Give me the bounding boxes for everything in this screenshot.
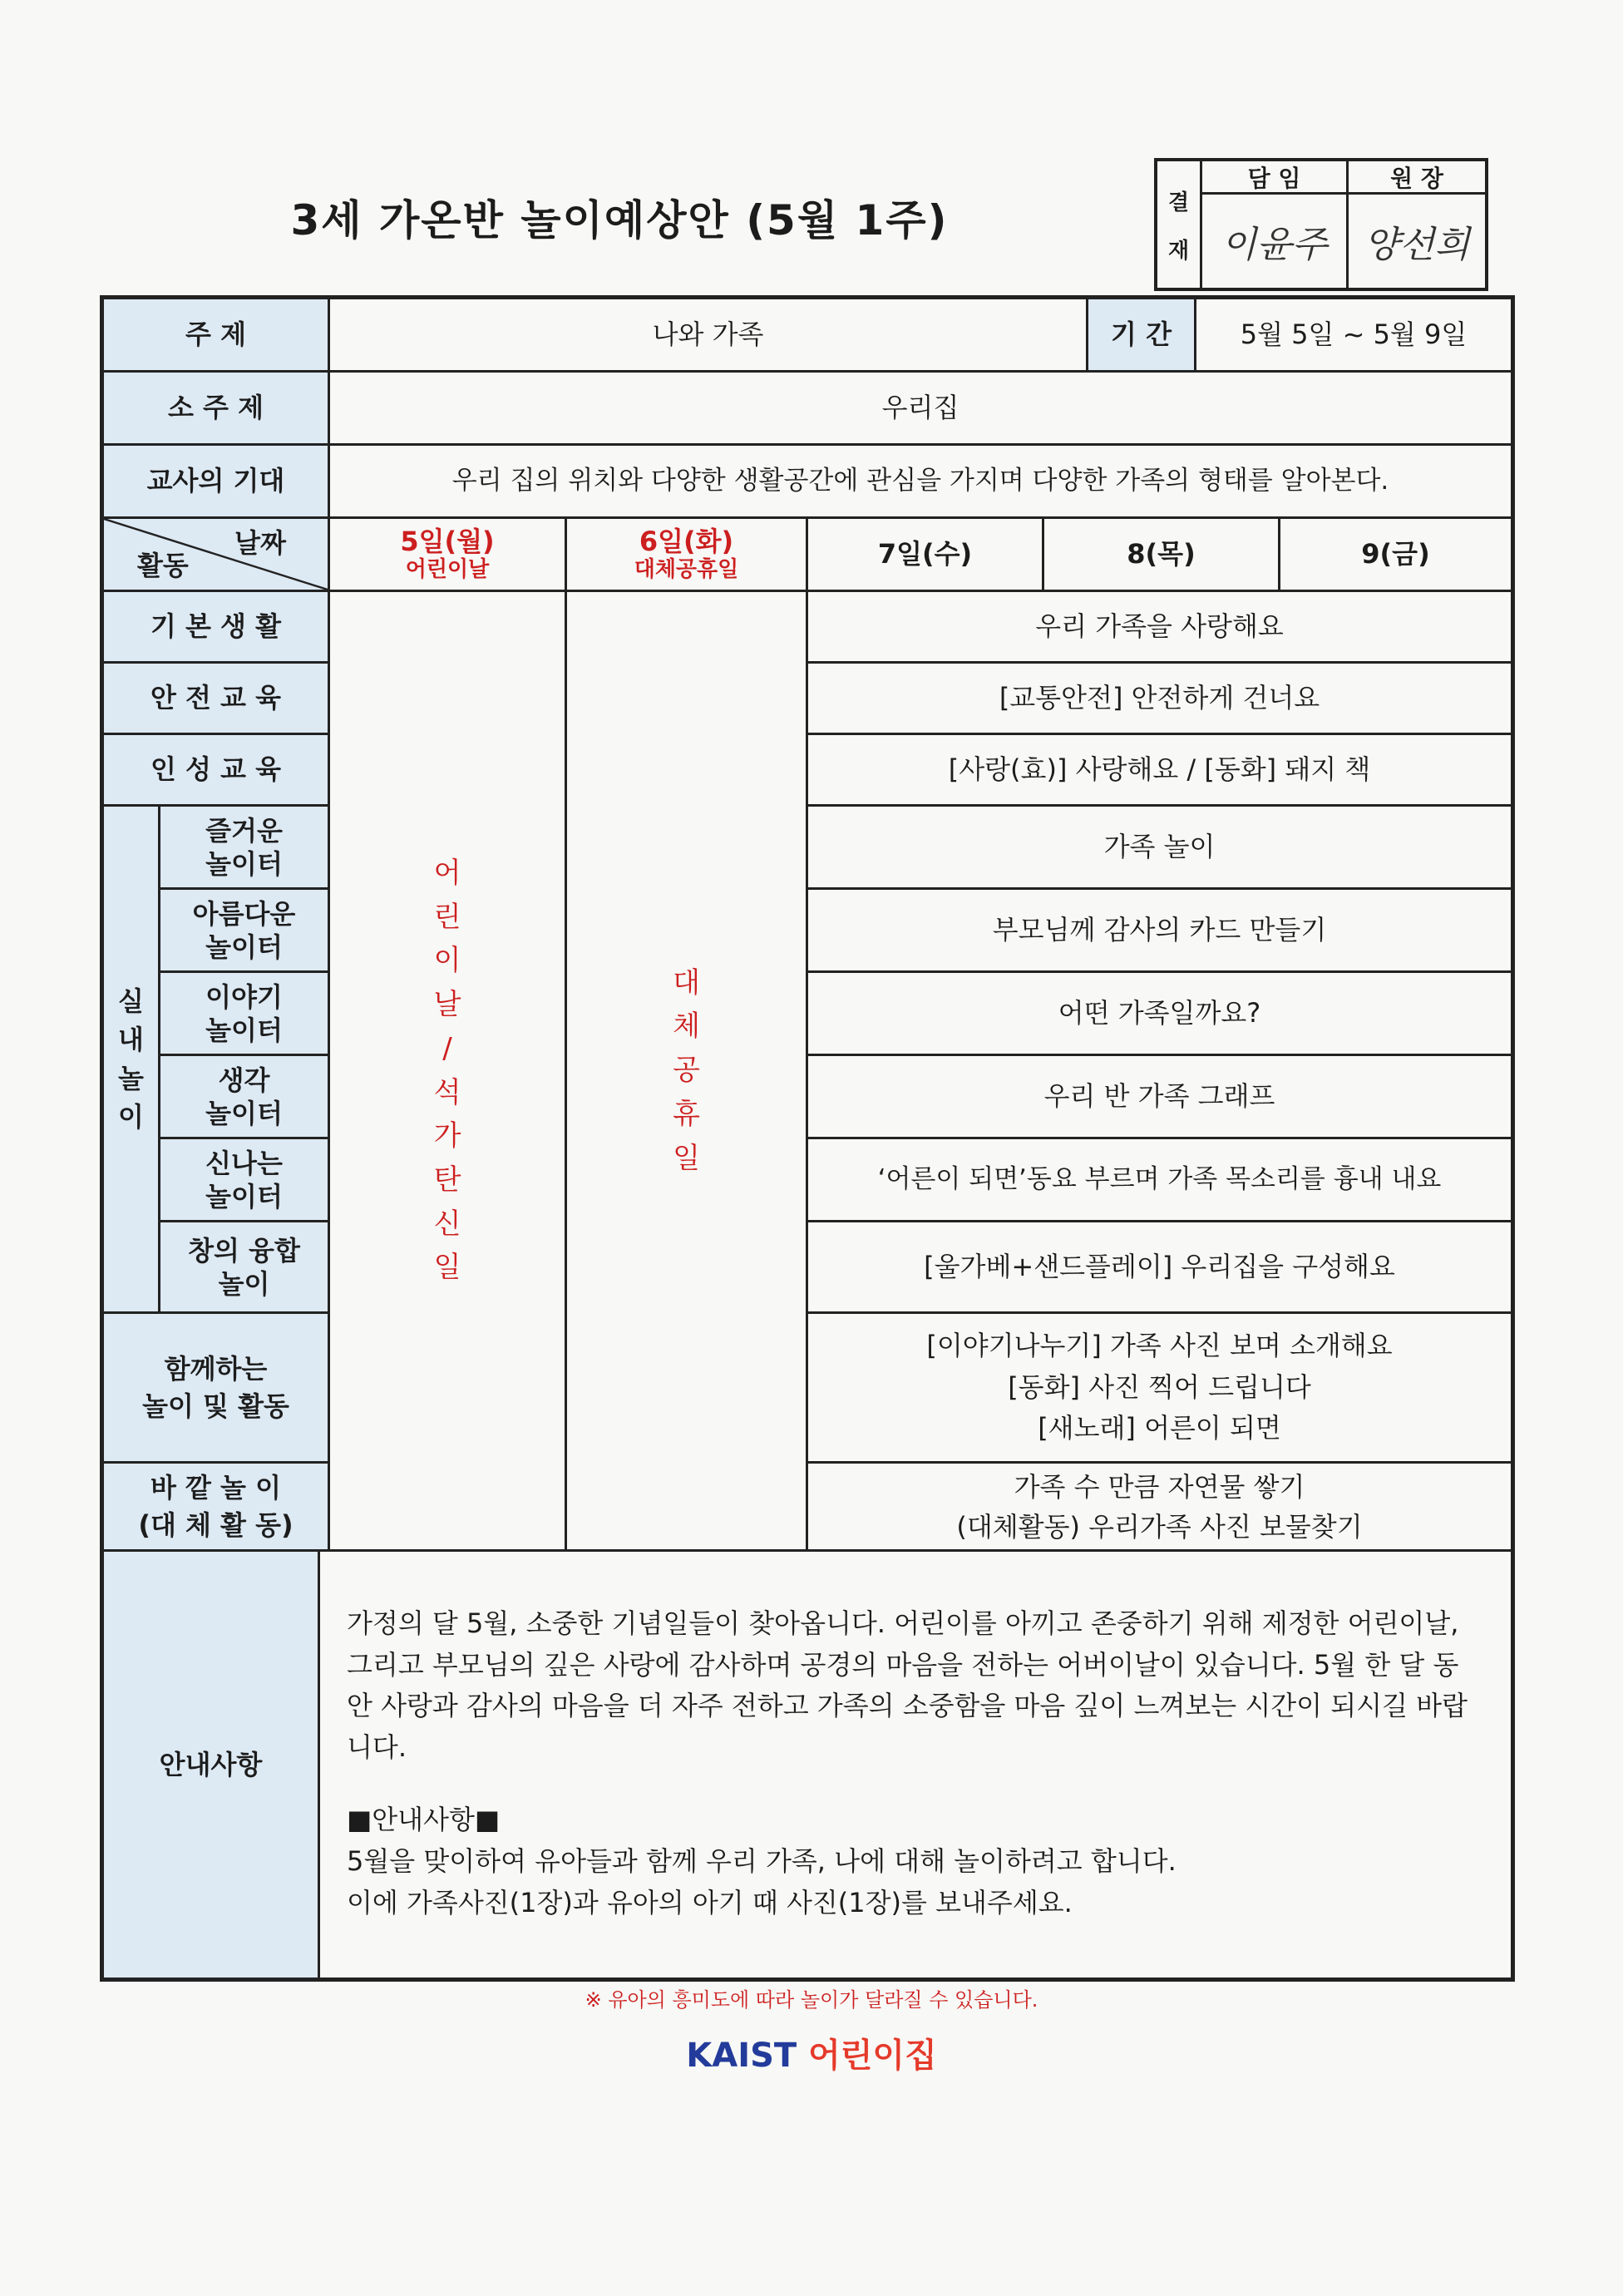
indoor-5-l1: 신나는 (205, 1147, 283, 1179)
notice-content (320, 1552, 1511, 1978)
mon-h-7: 가 (433, 1119, 461, 1153)
together-l2: 놀이 및 활동 (142, 1390, 289, 1422)
together-l1: 함께하는 (164, 1352, 268, 1385)
day-mon (330, 519, 567, 592)
period-label: 기 간 (1088, 299, 1196, 373)
outdoor-item-1: 가족 수 만큼 자연물 쌓기 (1014, 1470, 1305, 1503)
expectation-label: 교사의 기대 (104, 446, 330, 519)
indoor-label-row-3 (160, 973, 330, 1056)
indoor-1-l1: 즐거운 (205, 814, 283, 847)
plan-table (100, 295, 1515, 1982)
indoor-label-row-6 (160, 1222, 330, 1314)
basic-label: 기 본 생 활 (104, 592, 330, 664)
period-value: 5월 5일 ~ 5월 9일 (1196, 299, 1511, 373)
day-mon-note: 어린이날 (405, 557, 490, 583)
indoor-1-l2: 놀이터 (205, 847, 283, 880)
tue-holiday-cell (567, 592, 808, 1552)
notice-heading: ■안내사항■ (347, 1804, 501, 1836)
together-value (808, 1314, 1511, 1464)
mon-h-10: 일 (433, 1251, 461, 1285)
indoor-label-4: 이 (118, 1100, 144, 1133)
indoor-label-row-5 (160, 1139, 330, 1222)
indoor-label-row-2 (160, 890, 330, 973)
outdoor-label (104, 1464, 330, 1552)
notice-label: 안내사항 (104, 1552, 320, 1978)
mon-h-1: 어 (433, 857, 461, 891)
indoor-label-1: 실 (118, 985, 144, 1017)
logo-ko: 어린이집 (808, 2037, 937, 2075)
approval-label-1: 결 (1167, 190, 1190, 215)
indoor-4-l1: 생각 (218, 1064, 270, 1096)
day-tue (567, 519, 808, 592)
mon-h-5: / (442, 1031, 452, 1065)
safety-value: [교통안전] 안전하게 건너요 (808, 664, 1511, 735)
notice-line-2: 이에 가족사진(1장)과 유아의 아기 때 사진(1장)를 보내주세요. (347, 1886, 1073, 1918)
approval-label-2: 재 (1167, 238, 1190, 264)
page-title: 3세 가온반 놀이예상안 (5월 1주) (290, 196, 949, 244)
mon-h-3: 이 (433, 944, 461, 978)
mon-h-9: 신 (433, 1207, 461, 1241)
indoor-6-l1: 창의 융합 (188, 1234, 300, 1267)
indoor-value-6: [울가베+샌드플레이] 우리집을 구성해요 (808, 1222, 1511, 1314)
indoor-3-l2: 놀이터 (205, 1014, 283, 1046)
indoor-label-2: 내 (118, 1024, 144, 1056)
outdoor-item-2: (대체활동) 우리가족 사진 보물찾기 (956, 1510, 1363, 1543)
kaist-logo (0, 2029, 1623, 2076)
indoor-4-l2: 놀이터 (205, 1097, 283, 1129)
director-signature: 양선희 (1364, 224, 1470, 266)
teacher-signature: 이윤주 (1202, 195, 1349, 288)
indoor-value-4: 우리 반 가족 그래프 (808, 1056, 1511, 1139)
topic-label: 주 제 (104, 299, 330, 373)
indoor-value-3: 어떤 가족일까요? (808, 973, 1511, 1056)
mon-h-4: 날 (433, 988, 461, 1022)
indoor-value-5: ‘어른이 되면’동요 부르며 가족 목소리를 흉내 내요 (808, 1139, 1511, 1222)
tue-h-1: 대 (673, 965, 700, 1000)
outdoor-l2: (대 체 활 동) (138, 1508, 294, 1541)
indoor-play-label (104, 807, 160, 1314)
subtopic-label: 소 주 제 (104, 373, 330, 446)
indoor-2-l2: 놀이터 (205, 931, 283, 963)
day-fri: 9(금) (1280, 519, 1511, 592)
day-tue-note: 대체공휴일 (634, 557, 739, 583)
day-tue-label: 6일(화) (639, 525, 734, 557)
date-activity-header (104, 519, 330, 592)
director-header: 원 장 (1349, 161, 1485, 195)
indoor-value-2: 부모님께 감사의 카드 만들기 (808, 890, 1511, 973)
outdoor-l1: 바 깥 놀 이 (150, 1471, 282, 1504)
mon-h-8: 탄 (433, 1163, 461, 1197)
together-item-1: [이야기나누기] 가족 사진 보며 소개해요 (926, 1330, 1393, 1362)
teacher-header: 담 임 (1202, 161, 1349, 195)
mon-h-6: 석 (433, 1075, 461, 1109)
indoor-6-l2: 놀이 (218, 1267, 270, 1300)
indoor-5-l2: 놀이터 (205, 1180, 283, 1212)
tue-h-3: 공 (673, 1054, 700, 1088)
basic-value: 우리 가족을 사랑해요 (808, 592, 1511, 664)
approval-box (1154, 158, 1488, 291)
footnote: ※ 유아의 흥미도에 따라 놀이가 달라질 수 있습니다. (585, 1988, 1038, 2012)
day-wed: 7일(수) (808, 519, 1044, 592)
day-thu: 8(목) (1044, 519, 1280, 592)
indoor-label-3: 놀 (118, 1062, 144, 1094)
mon-holiday-cell (330, 592, 567, 1552)
approval-label (1157, 161, 1202, 288)
indoor-label-row-4 (160, 1056, 330, 1139)
character-label: 인 성 교 육 (104, 735, 330, 807)
subtopic-value: 우리집 (330, 373, 1511, 446)
notice-line-1: 5월을 맞이하여 유아들과 함께 우리 가족, 나에 대해 놀이하려고 합니다. (347, 1844, 1177, 1877)
together-label (104, 1314, 330, 1464)
expectation-value: 우리 집의 위치와 다양한 생활공간에 관심을 가지며 다양한 가족의 형태를 알아본다. (330, 446, 1511, 519)
tue-h-2: 체 (673, 1010, 700, 1044)
indoor-2-l1: 아름다운 (192, 897, 296, 930)
character-value: [사랑(효)] 사랑해요 / [동화] 돼지 책 (808, 735, 1511, 807)
together-item-3: [새노래] 어른이 되면 (1038, 1412, 1281, 1444)
day-mon-label: 5일(월) (400, 525, 495, 557)
mon-h-2: 린 (433, 900, 461, 934)
activity-header: 활동 (137, 549, 189, 581)
indoor-label-row-1 (160, 807, 330, 890)
together-item-2: [동화] 사진 찍어 드립니다 (1008, 1370, 1311, 1403)
outdoor-value (808, 1464, 1511, 1552)
logo-en: KAIST (686, 2037, 797, 2075)
indoor-3-l1: 이야기 (205, 980, 283, 1013)
topic-value: 나와 가족 (330, 299, 1088, 373)
indoor-value-1: 가족 놀이 (808, 807, 1511, 890)
tue-h-5: 일 (673, 1141, 700, 1175)
notice-intro: 가정의 달 5월, 소중한 기념일들이 찾아옵니다. 어린이를 아끼고 존중하기 위해 제정한 어린이날, 그리고 부모님의 깊은 사랑에 감사하며 공경의 마음을 전하는 어버이날이 있습니다. 5월 한 달 동안 사랑과 감사의 마음을 더 자주 전하고 가족의 소중함을 마음 깊이 느껴보는 시간이 되시길 바랍니다. (347, 1607, 1468, 1763)
safety-label: 안 전 교 육 (104, 664, 330, 735)
date-header: 날짜 (234, 527, 286, 559)
tue-h-4: 휴 (673, 1097, 700, 1131)
